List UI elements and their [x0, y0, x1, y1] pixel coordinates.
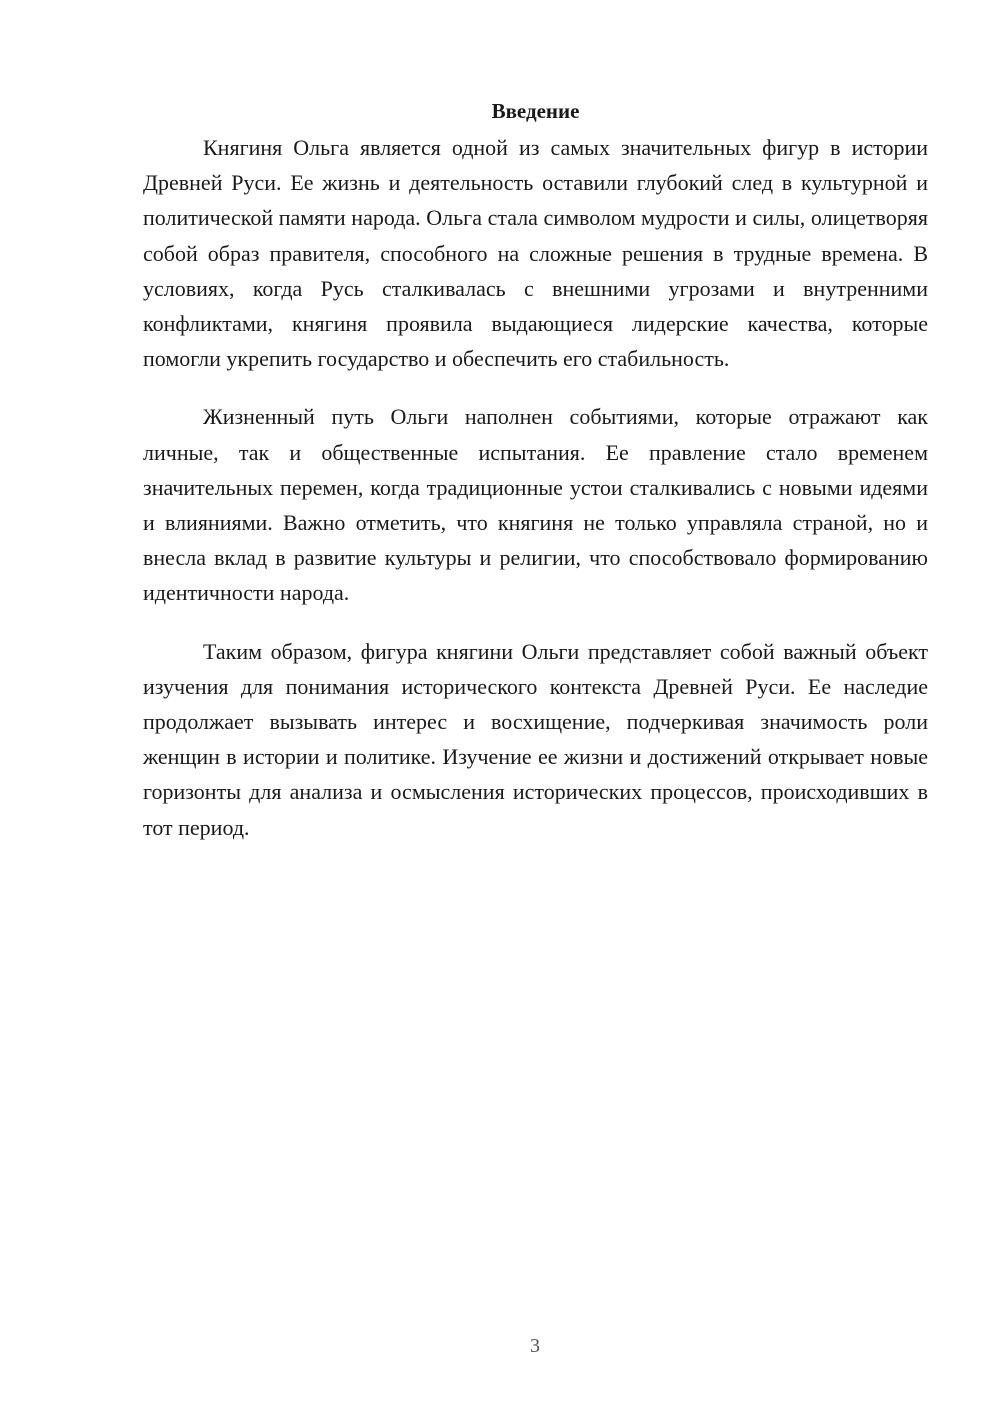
- paragraph-1: Княгиня Ольга является одной из самых значительных фигур в истории Древней Руси. Ее жизнь и деятельность оставили глубокий след в культурной и политической памяти народа. Ольга стала символом мудрости и силы, олицетворяя собой образ правителя, способного на сложные решения в трудные времена. В условиях, когда Русь сталкивалась с внешними угрозами и внутренними конфликтами, княгиня проявила выдающиеся лидерские качества, которые помогли укрепить государство и обеспечить его стабильность.: [143, 135, 928, 372]
- page-content: [143, 96, 928, 868]
- section-title: Введение: [491, 99, 580, 123]
- paragraph-2: Жизненный путь Ольги наполнен событиями, которые отражают как личные, так и общественные испытания. Ее правление стало временем значительных перемен, когда традиционные устои сталкивались с новыми идеями и влияниями. Важно отметить, что княгиня не только управляла страной, но и внесла вклад в развитие культуры и религии, что способствовало формированию идентичности народа.: [143, 404, 928, 606]
- paragraph-3: Таким образом, фигура княгини Ольги представляет собой важный объект изучения для понимания исторического контекста Древней Руси. Ее наследие продолжает вызывать интерес и восхищение, подчеркивая значимость роли женщин в истории и политике. Изучение ее жизни и достижений открывает новые горизонты для анализа и осмысления исторических процессов, происходивших в тот период.: [143, 638, 928, 840]
- page-number: 3: [530, 1335, 540, 1357]
